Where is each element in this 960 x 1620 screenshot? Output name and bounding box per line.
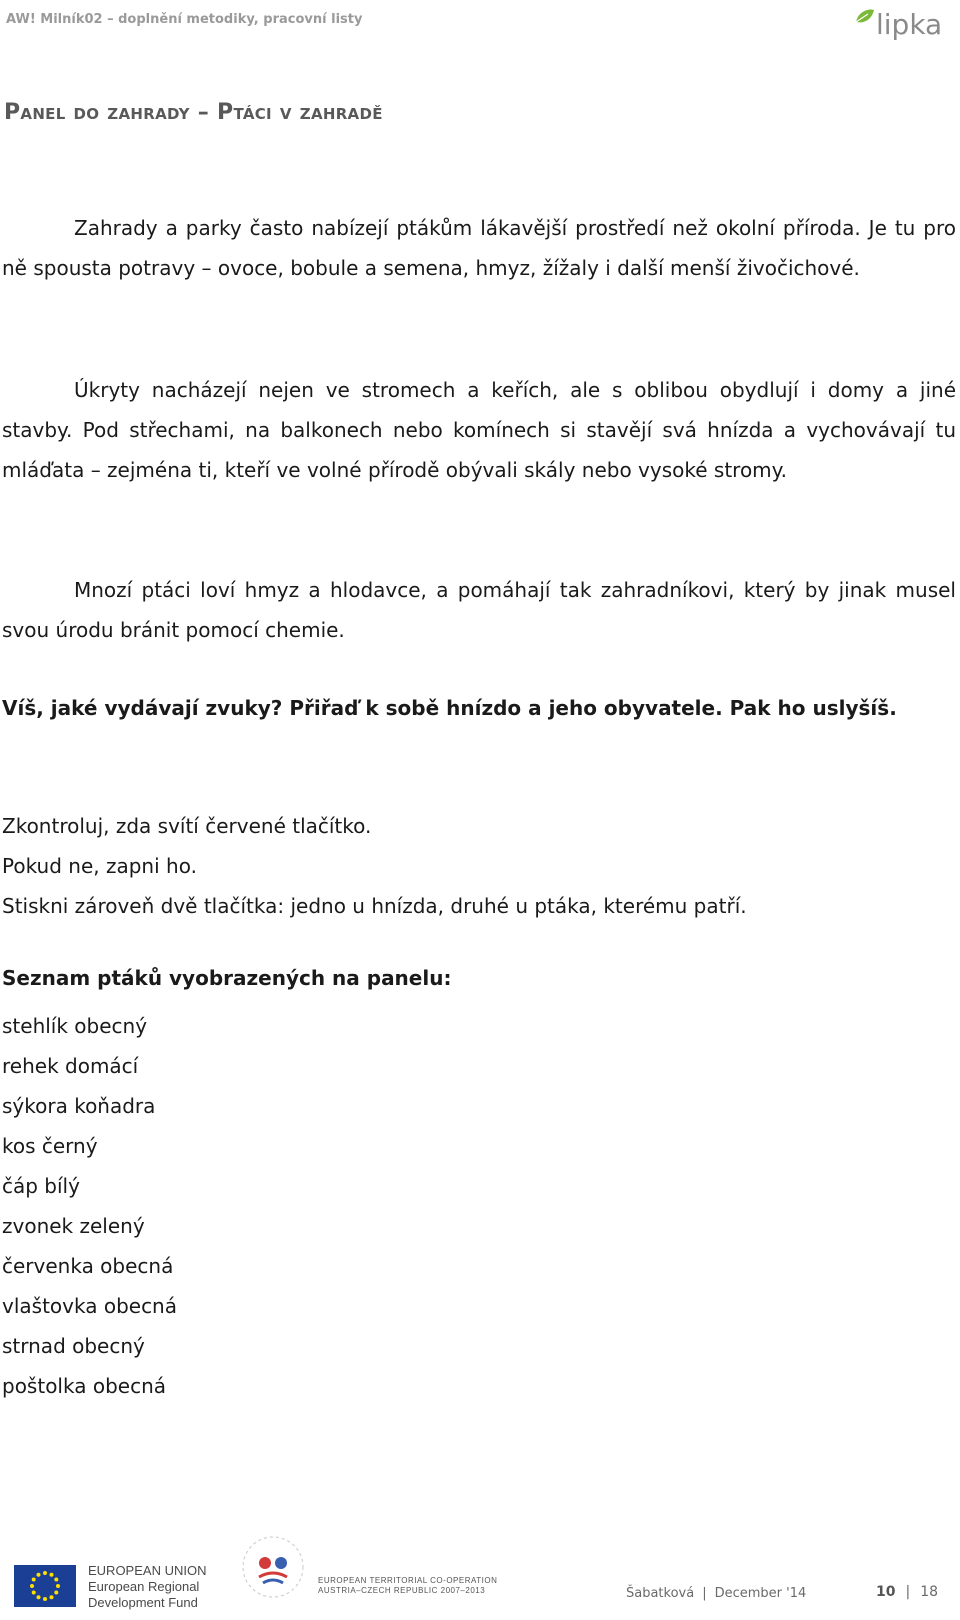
bird-list-title: Seznam ptáků vyobrazených na panelu: <box>2 966 452 990</box>
task-paragraph: Víš, jaké vydávají zvuky? Přiřaď k sobě hnízdo a jeho obyvatele. Pak ho uslyšíš. <box>2 696 897 720</box>
list-item: stehlík obecný <box>2 1014 148 1038</box>
lipka-logo <box>852 4 947 44</box>
list-item: sýkora koňadra <box>2 1094 156 1118</box>
etc-line: AUSTRIA–CZECH REPUBLIC 2007–2013 <box>318 1586 486 1595</box>
etc-line: EUROPEAN TERRITORIAL CO-OPERATION <box>318 1576 498 1585</box>
lipka-leaf-icon <box>852 4 947 44</box>
list-item: kos černý <box>2 1134 98 1158</box>
list-item: poštolka obecná <box>2 1374 166 1398</box>
page-heading: Panel do zahrady – Ptáci v zahradě <box>4 100 383 125</box>
list-item: rehek domácí <box>2 1054 139 1078</box>
total-pages: 18 <box>920 1584 939 1600</box>
current-page: 10 <box>876 1584 896 1600</box>
eu-line: Development Fund <box>88 1595 198 1610</box>
instruction-line: Stiskni zároveň dvě tlačítka: jedno u hnízda, druhé u ptáka, kterému patří. <box>2 894 747 918</box>
instruction-line: Zkontroluj, zda svítí červené tlačítko. <box>2 814 372 838</box>
etc-programme-text <box>318 1576 533 1596</box>
list-item: červenka obecná <box>2 1254 174 1278</box>
document-header-title: AW! Milník02 – doplnění metodiky, pracovní listy <box>6 12 363 27</box>
bird-list <box>2 1006 177 1406</box>
eu-line: European Regional <box>88 1579 200 1594</box>
intro-paragraph: Zahrady a parky často nabízejí ptákům lákavější prostředí než okolní příroda. Je tu pro ně spousta potravy – ovoce, bobule a semena, hmyz, žížaly i další menší živočichové. <box>2 216 956 280</box>
list-item: strnad obecný <box>2 1334 145 1358</box>
instruction-line: Pokud ne, zapni ho. <box>2 854 197 878</box>
date: December '14 <box>714 1586 807 1601</box>
author: Šabatková <box>626 1586 695 1601</box>
pest-paragraph: Mnozí ptáci loví hmyz a hlodavce, a pomáhají tak zahradníkovi, který by jinak musel svou úrodu bránit pomocí chemie. <box>2 578 956 642</box>
eu-fund-text <box>88 1563 206 1611</box>
page-number: 10 | 18 <box>876 1584 939 1600</box>
list-item: vlaštovka obecná <box>2 1294 177 1318</box>
cz-cooperation-logo <box>233 1525 313 1610</box>
eu-flag-icon <box>14 1565 76 1607</box>
eu-line: EUROPEAN UNION <box>88 1563 207 1578</box>
list-item: čáp bílý <box>2 1174 80 1198</box>
footer-meta: Šabatková | December '14 <box>626 1586 807 1601</box>
shelter-paragraph: Úkryty nacházejí nejen ve stromech a keřích, ale s oblibou obydlují i domy a jiné stavby. Pod střechami, na balkonech nebo komínech si stavějí svá hnízda a vychovávají tu mláďata – zejména ti, kteří ve volné přírodě obývali skály nebo vysoké stromy. <box>2 378 956 482</box>
svg-text:lipka: lipka <box>876 8 943 41</box>
list-item: zvonek zelený <box>2 1214 145 1238</box>
instructions <box>2 806 956 926</box>
